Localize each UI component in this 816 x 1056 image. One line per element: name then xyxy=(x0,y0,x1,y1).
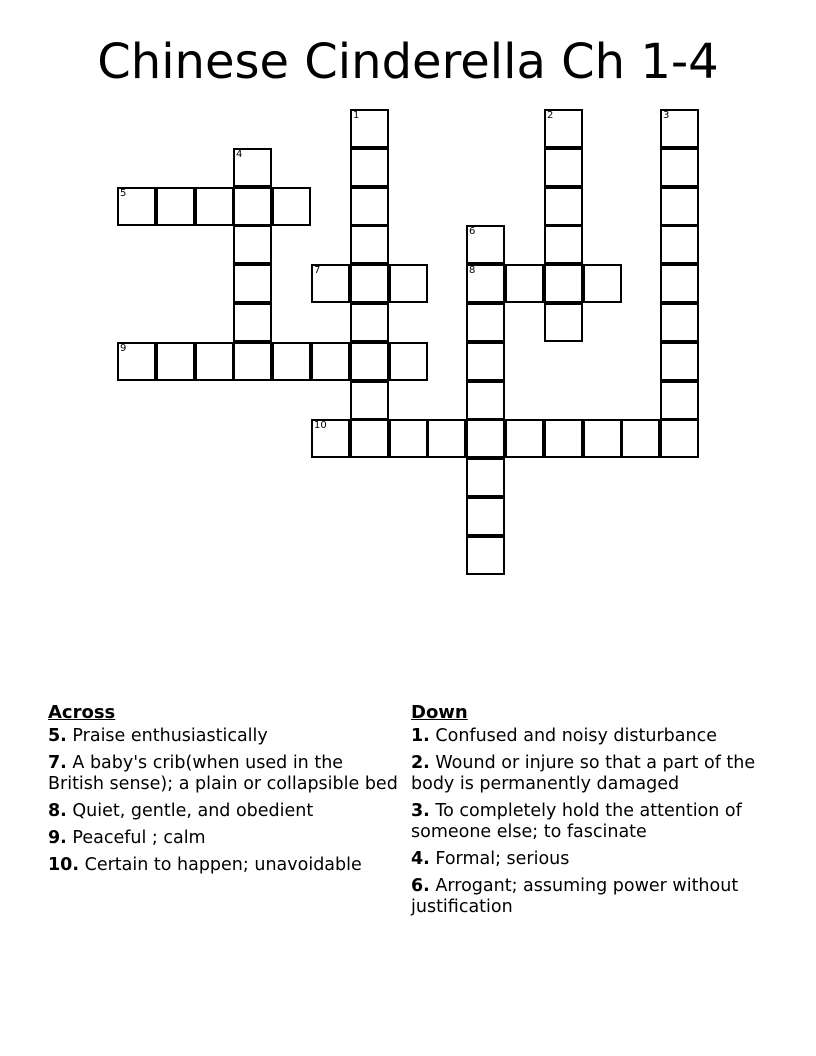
grid-cell[interactable] xyxy=(427,419,466,458)
clue-text: Wound or injure so that a part of the body is permanently damaged xyxy=(411,753,756,794)
grid-cell[interactable] xyxy=(389,419,428,458)
grid-cell[interactable] xyxy=(272,342,311,381)
grid-cell[interactable] xyxy=(311,342,350,381)
grid-cell[interactable] xyxy=(544,264,583,303)
clue-down-4 xyxy=(411,849,781,870)
grid-cell[interactable] xyxy=(660,419,699,458)
grid-cell[interactable] xyxy=(544,109,583,148)
clue-text: Peaceful ; calm xyxy=(72,828,206,848)
clue-across-8 xyxy=(48,801,398,822)
grid-cell[interactable] xyxy=(389,342,428,381)
grid-cell[interactable] xyxy=(350,264,389,303)
grid-cell[interactable] xyxy=(466,342,505,381)
grid-cell[interactable] xyxy=(233,303,272,342)
grid-cell[interactable] xyxy=(233,264,272,303)
cell-number: 1 xyxy=(353,110,360,121)
clue-number: 10. xyxy=(48,855,80,875)
grid-cell[interactable] xyxy=(350,381,389,420)
cell-number: 9 xyxy=(120,343,127,354)
clue-number: 2. xyxy=(411,753,430,773)
grid-cell[interactable] xyxy=(544,148,583,187)
clue-number: 1. xyxy=(411,726,430,746)
grid-cell[interactable] xyxy=(350,303,389,342)
grid-cell[interactable] xyxy=(466,419,505,458)
clue-down-6 xyxy=(411,876,781,918)
cell-number: 5 xyxy=(120,188,127,199)
grid-cell[interactable] xyxy=(466,303,505,342)
grid-cell[interactable] xyxy=(544,187,583,226)
clue-down-3 xyxy=(411,801,781,843)
grid-cell[interactable] xyxy=(583,264,622,303)
grid-cell[interactable] xyxy=(350,148,389,187)
grid-cell[interactable] xyxy=(350,419,389,458)
across-heading: Across xyxy=(48,702,116,723)
grid-cell[interactable] xyxy=(660,187,699,226)
clue-number: 4. xyxy=(411,849,430,869)
grid-cell[interactable] xyxy=(389,264,428,303)
clue-text: A baby's crib(when used in the British sense); a plain or collapsible bed xyxy=(48,753,398,794)
grid-cell[interactable] xyxy=(660,225,699,264)
clue-text: Arrogant; assuming power without justification xyxy=(411,876,739,917)
grid-cell[interactable] xyxy=(233,187,272,226)
grid-cell[interactable] xyxy=(466,264,505,303)
grid-cell[interactable] xyxy=(195,187,234,226)
clue-text: Confused and noisy disturbance xyxy=(435,726,717,746)
across-clues xyxy=(48,702,398,882)
clue-down-1 xyxy=(411,726,781,747)
down-heading: Down xyxy=(411,702,468,723)
grid-cell[interactable] xyxy=(233,148,272,187)
grid-cell[interactable] xyxy=(233,225,272,264)
grid-cell[interactable] xyxy=(544,303,583,342)
grid-cell[interactable] xyxy=(466,225,505,264)
grid-cell[interactable] xyxy=(660,148,699,187)
cell-number: 6 xyxy=(469,226,476,237)
grid-cell[interactable] xyxy=(311,264,350,303)
clue-number: 6. xyxy=(411,876,430,896)
grid-cell[interactable] xyxy=(544,225,583,264)
grid-cell[interactable] xyxy=(621,419,660,458)
grid-cell[interactable] xyxy=(233,342,272,381)
grid-cell[interactable] xyxy=(195,342,234,381)
cell-number: 4 xyxy=(236,149,243,160)
grid-cell[interactable] xyxy=(311,419,350,458)
clue-text: To completely hold the attention of someone else; to fascinate xyxy=(411,801,742,842)
down-clues xyxy=(411,702,781,924)
grid-cell[interactable] xyxy=(660,381,699,420)
grid-cell[interactable] xyxy=(350,225,389,264)
clue-number: 3. xyxy=(411,801,430,821)
grid-cell[interactable] xyxy=(466,536,505,575)
grid-cell[interactable] xyxy=(660,109,699,148)
grid-cell[interactable] xyxy=(156,187,195,226)
grid-cell[interactable] xyxy=(272,187,311,226)
clue-text: Quiet, gentle, and obedient xyxy=(72,801,314,821)
grid-cell[interactable] xyxy=(117,342,156,381)
cell-number: 8 xyxy=(469,265,476,276)
grid-cell[interactable] xyxy=(466,497,505,536)
clue-down-2 xyxy=(411,753,781,795)
grid-cell[interactable] xyxy=(660,303,699,342)
grid-cell[interactable] xyxy=(466,458,505,497)
clue-number: 8. xyxy=(48,801,67,821)
grid-cell[interactable] xyxy=(544,419,583,458)
grid-cell[interactable] xyxy=(660,264,699,303)
grid-cell[interactable] xyxy=(350,109,389,148)
grid-cell[interactable] xyxy=(156,342,195,381)
clue-number: 9. xyxy=(48,828,67,848)
clue-across-9 xyxy=(48,828,398,849)
grid-cell[interactable] xyxy=(117,187,156,226)
grid-cell[interactable] xyxy=(350,187,389,226)
grid-cell[interactable] xyxy=(466,381,505,420)
cell-number: 3 xyxy=(663,110,670,121)
grid-cell[interactable] xyxy=(505,419,544,458)
clue-number: 5. xyxy=(48,726,67,746)
cell-number: 7 xyxy=(314,265,321,276)
clue-number: 7. xyxy=(48,753,67,773)
grid-cell[interactable] xyxy=(660,342,699,381)
grid-cell[interactable] xyxy=(583,419,622,458)
clue-across-5 xyxy=(48,726,398,747)
grid-cell[interactable] xyxy=(350,342,389,381)
clue-across-10 xyxy=(48,855,398,876)
puzzle-title: Chinese Cinderella Ch 1-4 xyxy=(97,34,719,90)
clue-text: Certain to happen; unavoidable xyxy=(84,855,362,875)
clue-across-7 xyxy=(48,753,398,795)
clue-text: Praise enthusiastically xyxy=(72,726,268,746)
cell-number: 10 xyxy=(314,420,327,431)
clue-text: Formal; serious xyxy=(435,849,570,869)
grid-cell[interactable] xyxy=(505,264,544,303)
cell-number: 2 xyxy=(547,110,554,121)
